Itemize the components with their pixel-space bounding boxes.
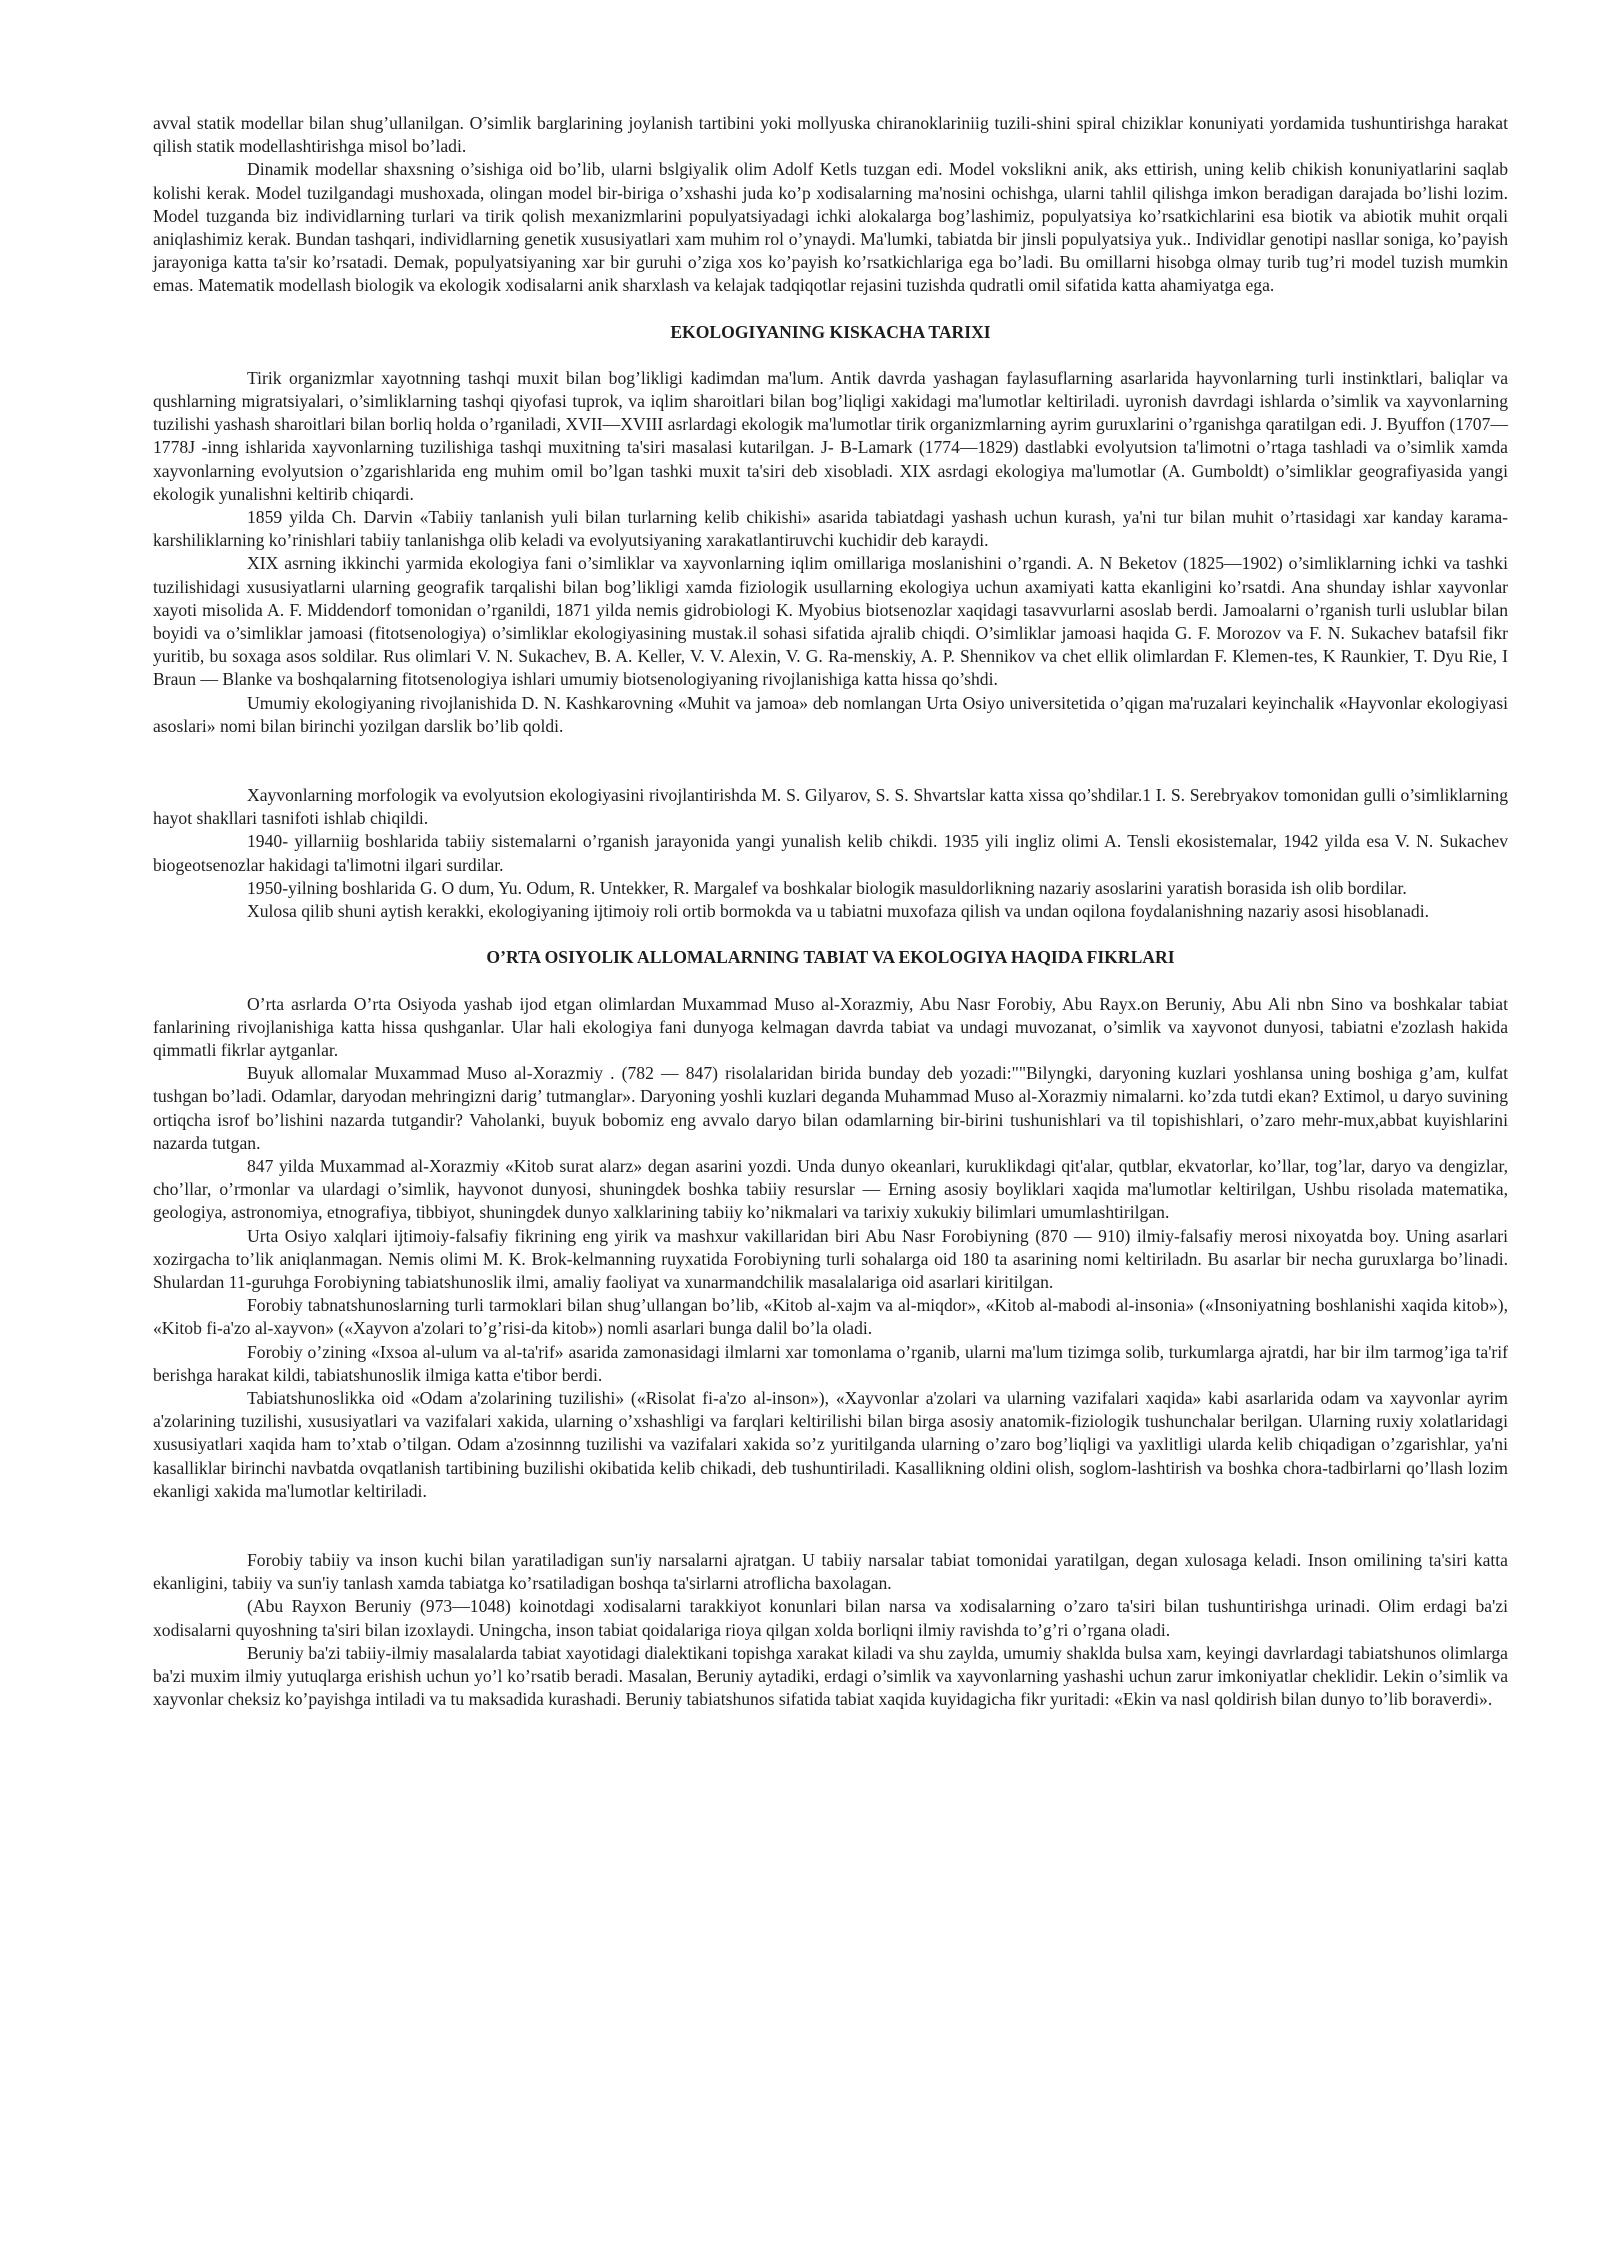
paragraph: 1859 yilda Ch. Darvin «Tabiiy tanlanish yuli bilan turlarning kelib chikishi» asarida tabiatdagi yashash uchun kurash, ya'ni tur bilan muhit o’rtasidagi xar kanday karama-karshiliklarning ko’rinishlari tabiiy tanlanishga olib keladi va evolyutsiyaning xarakatlantiruvchi kuchidir deb karaydi.	[153, 507, 1508, 551]
section-history-continued	[153, 784, 1508, 923]
paragraph: Tabiatshunoslikka oid «Odam a'zolarining tuzilishi» («Risolat fi-a'zo al-inson»), «Xayvonlar a'zolari va ularning vazifalari xaqida» kabi asarlarida odam va xayvonlar ayrim a'zolarining tuzilishi, xususiyatlari va vazifalari xakida, ularning o’xshashligi va farqlari keltirilishi bilan birga asosiy anatomik-fiziologik tushunchalar berilgan. Ularning ruxiy xolatlaridagi xususiyatlari xaqida ham to’xtab o’tilgan. Odam a'zosinnng tuzilishi va vazifalari xakida so’z yuritilganda ularning o’zaro bog’liqligi va yaxlitligi ularda kelib chiqadigan o’zgarishlar, ya'ni kasalliklar birinchi navbatda ovqatlanish tartibining buzilishi okibatida kelib chikadi, deb tushuntiriladi. Kasallikning oldini olish, soglom-lashtirish va boshka chora-tadbirlarni qo’llash lozim ekanligi xakida ma'lumotlar keltiriladi.	[153, 1387, 1508, 1501]
paragraph: Forobiy tabiiy va inson kuchi bilan yaratiladigan sun'iy narsalarni ajratgan. U tabiiy narsalar tabiat tomonidai yaratilgan, degan xulosaga keladi. Inson omilining ta'siri katta ekanligini, tabiiy va sun'iy tanlash xamda tabiatga ko’rsatiladigan boshqa ta'sirlarni atroflicha baxolagan.	[153, 1549, 1508, 1594]
paragraph: Xulosa qilib shuni aytish kerakki, ekologiyaning ijtimoiy roli ortib bormokda va u tabiatni muxofaza qilish va undan oqilona foydalanishning nazariy asosi hisoblanadi.	[247, 901, 1429, 922]
paragraph: 847 yilda Muxammad al-Xorazmiy «Kitob surat alarz» degan asarini yozdi. Unda dunyo okeanlari, kuruklikdagi qit'alar, qutblar, ekvatorlar, ko’llar, tog’lar, daryo va dengizlar, cho’llar, o’rmonlar va ulardagi o’simlik, hayvonot dunyosi, shuningdek boshka tabiiy resurslar — Erning asosiy boyliklari xaqida ma'lumotlar keltirilgan, Ushbu risolada matematika, geologiya, astronomiya, etnografiya, tibbiyot, shuningdek dunyo xalklarining tabiiy ko’nikmalari va tarixiy xukukiy bilimlari umumlashtirilgan.	[153, 1155, 1508, 1223]
paragraph: Forobiy tabnatshunoslarning turli tarmoklari bilan shug’ullangan bo’lib, «Kitob al-xajm va al-miqdor», «Kitob al-mabodi al-insonia» («Insoniyatning boshlanishi xaqida kitob»), «Kitob fi-a'zo al-xayvon» («Xayvon a'zolari to’g’risi-da kitob») nomli asarlari bunga dalil bo’la oladi.	[153, 1295, 1508, 1339]
paragraph: Forobiy o’zining «Ixsoa al-ulum va al-ta'rif» asarida zamonasidagi ilmlarni xar tomonlama o’rganib, ularni ma'lum tizimga solib, turkumlarga ajratdi, har bir ilm tarmog’iga ta'rif berishga harakat kildi, tabiatshunoslik ilmiga katta e'tibor berdi.	[153, 1341, 1508, 1385]
paragraph: Umumiy ekologiyaning rivojlanishida D. N. Kashkarovning «Muhit va jamoa» deb nomlangan Urta Osiyo universitetida o’qigan ma'ruzalari keyinchalik «Hayvonlar ekologiyasi asoslari» nomi bilan birinchi yozilgan darslik bo’lib qoldi.	[153, 692, 1508, 736]
section-history	[153, 321, 1508, 738]
paragraph: 1950-yilning boshlarida G. O dum, Yu. Odum, R. Untekker, R. Margalef va boshkalar biologik masuldorlikning nazariy asoslarini yaratish borasida ish olib bordilar.	[247, 877, 1407, 898]
section-modelling	[153, 112, 1508, 298]
paragraph: (Abu Rayxon Beruniy (973—1048) koinotdagi xodisalarni tarakkiyot konunlari bilan narsa va xodisalarning o’zaro ta'siri bilan tushuntirishga urinadi. Olim erdagi ba'zi xodisalarni quyoshning ta'siri bilan izoxlaydi. Uningcha, inson tabiat qoidalariga rioya qilgan xolda borliqni ilmiy ravishda to’g’ri o’rgana oladi.	[153, 1596, 1508, 1640]
section-scholars-continued	[153, 1549, 1508, 1711]
paragraph: avval statik modellar bilan shug’ullanilgan. O’simlik barglarining joylanish tartibini yoki mollyuska chiranoklariniig tuzili-shini spiral chiziklar konuniyati yordamida tushuntirishga harakat qilish statik modellashtirishga misol bo’ladi.	[153, 113, 1508, 157]
section-heading: O’RTA OSIYOLIK ALLOMALARNING TABIAT VA EKOLOGIYA HAQIDA FIKRLARI	[486, 947, 1175, 968]
paragraph: O’rta asrlarda O’rta Osiyoda yashab ijod etgan olimlardan Muxammad Muso al-Xorazmiy, Abu Nasr Forobiy, Abu Rayx.on Beruniy, Abu Ali nbn Sino va boshkalar tabiat fanlarining rivojlanishiga katta hissa qushganlar. Ular hali ekologiya fani dunyoga kelmagan davrda tabiat va undagi muvozanat, o’simlik va xayvonot dunyosi, tabiatni e'zozlash hakida qimmatli fikrlar aytganlar.	[153, 993, 1508, 1060]
paragraph: Dinamik modellar shaxsning o’sishiga oid bo’lib, ularni bslgiyalik olim Adolf Ketls tuzgan edi. Model vokslikni anik, aks ettirish, uning kelib chikish konuniyatlarini saqlab kolishi kerak. Model tuzilgandagi mushoxada, olingan model bir-biriga o’xshashi juda ko’p xodisalarning ma'nosini ochishga, ularni tahlil qilishga imkon beradigan darajada bo’lishi lozim. Model tuzganda biz individlarning turlari va tirik qolish mexanizmlarini populyatsiyadagi ichki alokalarga bog’lashimiz, populyatsiya ko’rsatkichlarini esa biotik va abiotik muhit orqali aniqlashimiz kerak. Bundan tashqari, individlarning genetik xususiyatlari xam muhim rol o’ynaydi. Ma'lumki, tabiatda bir jinsli populyatsiya yuk.. Individlar genotipi nasllar soniga, ko’payish jarayoniga katta ta'sir ko’rsatadi. Demak, populyatsiyaning xar bir guruhi o’ziga xos ko’payish ko’rsatkichlariga ega bo’ladi. Bu omillarni hisobga olmay turib tug’ri model tuzish mumkin emas. Matematik modellash biologik va ekologik xodisalarni anik sharxlash va kelajak tadqiqotlar rejasini tuzishda qudratli omil sifatida katta ahamiyatga ega.	[153, 159, 1508, 296]
paragraph: Tirik organizmlar xayotnning tashqi muxit bilan bog’likligi kadimdan ma'lum. Antik davrda yashagan faylasuflarning asarlarida hayvonlarning turli instinktlari, baliqlar va qushlarning migratsiyalari, o’simliklarning tashqi qiyofasi tuprok, va iqlim sharoitlari bilan bog’liqligi xakidagi ma'lumotlar keltiriladi. uyronish davrdagi ishlarda o’simlik va xayvonlarning tuzilishi yashash sharoitlari bilan borliq holda o’rganiladi, XVII—XVIII asrlardagi ekologik ma'lumotlar tirik organizmlarning ayrim guruxlarini o’rganishga qaratilgan edi. J. Byuffon (1707—1778J -inng ishlarida xayvonlarning tuzilishiga tashqi muxitning ta'siri masalasi kutarilgan. J- B-Lamark (1774—1829) dastlabki evolyutsion ta'limotni o’rtaga tashladi va o’simlik xamda xayvonlarning evolyutsion o’zgarishlarida eng muhim omil bo’lgan tashki muxit ta'siri deb xisobladi. XIX asrdagi ekologiya ma'lumotlar (A. Gumboldt) o’simliklar geografiyasida yangi ekologik yunalishni keltirib chiqardi.	[153, 367, 1508, 504]
paragraph: Buyuk allomalar Muxammad Muso al-Xorazmiy . (782 — 847) risolalaridan birida bunday deb yozadi:""Bilyngki, daryoning kuzlari yoshlansa uning boshiga g’am, kulfat tushgan bo’ladi. Odamlar, daryodan mehringizni darig’ tutmanglar». Daryoning yoshli kuzlari deganda Muhammad Muso al-Xorazmiy nimalarni. ko’zda tutdi ekan? Extimol, u daryo suvining ortiqcha isrof bo’lishini nazarda tutgandir? Vaholanki, buyuk bobomiz eng avvalo daryo bilan odamlarning bir-birini tushunishlari va til topishishlari, o’zaro mehr-mux,abbat kuyishlarini nazarda tutgan.	[153, 1063, 1508, 1153]
paragraph: Beruniy ba'zi tabiiy-ilmiy masalalarda tabiat xayotidagi dialektikani topishga xarakat kiladi va shu zaylda, umumiy shaklda bulsa xam, keyingi davrlardagi tabiatshunos olimlarga ba'zi muxim ilmiy yutuqlarga erishish uchun yo’l ko’rsatib beradi. Masalan, Beruniy aytadiki, erdagi o’simlik va xayvonlarning yashashi uchun zarur imkoniyatlar cheklidir. Lekin o’simlik va xayvonlar cheksiz ko’payishga intiladi va tu maksadida kurashadi. Beruniy tabiatshunos sifatida tabiat xaqida kuyidagicha fikr yuritadi: «Ekin va nasl qoldirish bilan dunyo to’lib boraverdi».	[153, 1642, 1508, 1710]
section-scholars	[153, 946, 1508, 1503]
paragraph: Urta Osiyo xalqlari ijtimoiy-falsafiy fikrining eng yirik va mashxur vakillaridan biri Abu Nasr Forobiyning (870 — 910) ilmiy-falsafiy merosi nixoyatda boy. Uning asarlari xozirgacha to’lik aniqlanmagan. Nemis olimi M. K. Brok-kelmanning ruyxatida Forobiyning turli sohalarga oid 180 ta asarining nomi keltiriladn. Bu asarlar bir necha guruxlarga bo’linadi. Shulardan 11-guruhga Forobiyning tabiatshunoslik ilmi, amaliy faoliyat va xunarmandchilik masalalariga oid asarlari kiritilgan.	[153, 1225, 1508, 1292]
paragraph: Xayvonlarning morfologik va evolyutsion ekologiyasini rivojlantirishda M. S. Gilyarov, S. S. Shvartslar katta xissa qo’shdilar.1 I. S. Serebryakov tomonidan gulli o’simliklarning hayot shakllari tasnifoti ishlab chiqildi.	[153, 785, 1508, 829]
paragraph: 1940- yillarniig boshlarida tabiiy sistemalarni o’rganish jarayonida yangi yunalish kelib chikdi. 1935 yili ingliz olimi A. Tensli ekosistemalar, 1942 yilda esa V. N. Sukachev biogeotsenozlar hakidagi ta'limotni ilgari surdilar.	[153, 831, 1508, 875]
section-heading: EKOLOGIYANING KISKACHA TARIXI	[670, 321, 991, 342]
paragraph: XIX asrning ikkinchi yarmida ekologiya fani o’simliklar va xayvonlarning iqlim omillariga moslanishini o’rgandi. A. N Beketov (1825—1902) o’simliklarning ichki va tashki tuzilishidagi xususiyatlarni ularning geografik tarqalishi bilan bog’likligi xamda fiziologik usullarning ekologiya uchun axamiyati katta ekanligini ko’rsatdi. Ana shunday ishlar xayvonlar xayoti misolida A. F. Middendorf tomonidan o’rganildi, 1871 yilda nemis gidrobiologi K. Myobius biotsenozlar xaqidagi tasavvurlarni asoslab berdi. Jamoalarni o’rganish turli uslublar bilan boyidi va o’simliklar jamoasi (fitotsenologiya) o’simliklar ekologiyasining mustak.il sohasi sifatida ajralib chiqdi. O’simliklar jamoasi haqida G. F. Morozov va F. N. Sukachev batafsil fikr yuritib, bu soxaga asos soldilar. Rus olimlari V. N. Sukachev, B. A. Keller, V. V. Alexin, V. G. Ra-menskiy, A. P. Shennikov va chet ellik olimlardan F. Klemen-tes, K Raunkier, T. Dyu Rie, I Braun — Blanke va boshqalarning fitotsenologiya ishlari umumiy biotsenologiyaning rivojlanishiga katta hissa qo’shdi.	[153, 553, 1508, 690]
